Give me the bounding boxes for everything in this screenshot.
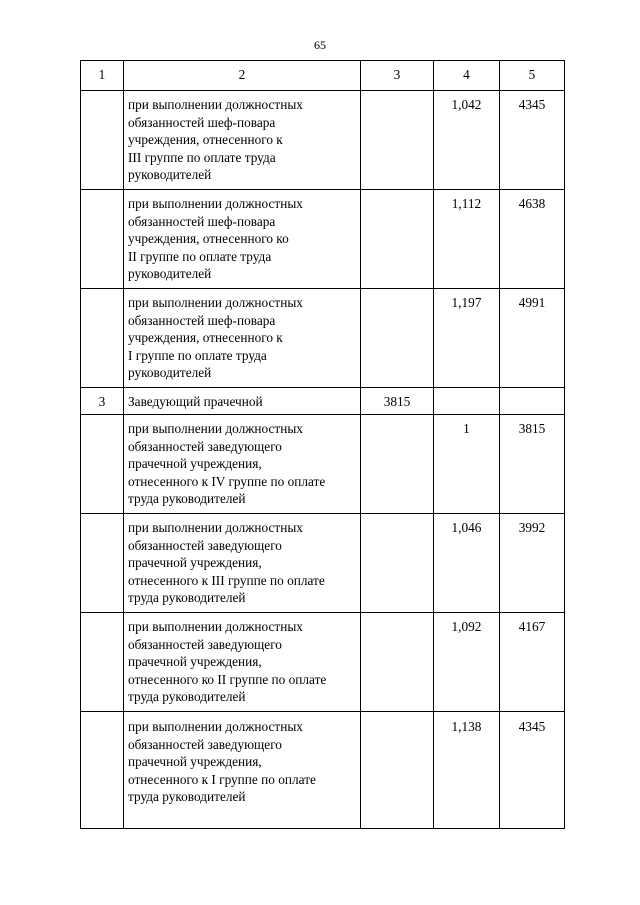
- base-rate: [361, 613, 434, 712]
- position-description: при выполнении должностных обязанностей заведующего прачечной учреждения, отнесенного ко II группе по оплате труда руководителей: [124, 613, 361, 712]
- header-col-5: 5: [500, 61, 565, 91]
- table-row: [81, 712, 565, 829]
- row-number: 3: [81, 388, 124, 415]
- table-row: [81, 613, 565, 712]
- row-number: [81, 190, 124, 289]
- coefficient: 1,138: [434, 712, 500, 829]
- salary-amount: 3815: [500, 415, 565, 514]
- coefficient: 1,042: [434, 91, 500, 190]
- base-rate: 3815: [361, 388, 434, 415]
- header-col-1: 1: [81, 61, 124, 91]
- coefficient: 1,112: [434, 190, 500, 289]
- base-rate: [361, 289, 434, 388]
- salary-amount: 4991: [500, 289, 565, 388]
- row-number: [81, 613, 124, 712]
- position-description: при выполнении должностных обязанностей заведующего прачечной учреждения, отнесенного к III группе по оплате труда руководителей: [124, 514, 361, 613]
- base-rate: [361, 190, 434, 289]
- row-number: [81, 712, 124, 829]
- row-number: [81, 415, 124, 514]
- base-rate: [361, 91, 434, 190]
- coefficient: 1: [434, 415, 500, 514]
- coefficient: 1,197: [434, 289, 500, 388]
- salary-amount: 4638: [500, 190, 565, 289]
- base-rate: [361, 712, 434, 829]
- position-description: при выполнении должностных обязанностей шеф-повара учреждения, отнесенного ко II группе по оплате труда руководителей: [124, 190, 361, 289]
- coefficient: 1,092: [434, 613, 500, 712]
- table-row: [81, 91, 565, 190]
- table-row: [81, 190, 565, 289]
- position-description: при выполнении должностных обязанностей шеф-повара учреждения, отнесенного к I группе по оплате труда руководителей: [124, 289, 361, 388]
- row-number: [81, 289, 124, 388]
- salary-table: [80, 60, 565, 829]
- salary-amount: 3992: [500, 514, 565, 613]
- table-row: [81, 289, 565, 388]
- header-col-4: 4: [434, 61, 500, 91]
- row-number: [81, 91, 124, 190]
- base-rate: [361, 415, 434, 514]
- row-number: [81, 514, 124, 613]
- position-description: при выполнении должностных обязанностей заведующего прачечной учреждения, отнесенного к I группе по оплате труда руководителей: [124, 712, 361, 829]
- page-number: 65: [314, 38, 326, 52]
- position-description: при выполнении должностных обязанностей заведующего прачечной учреждения, отнесенного к IV группе по оплате труда руководителей: [124, 415, 361, 514]
- salary-amount: 4345: [500, 91, 565, 190]
- header-col-2: 2: [124, 61, 361, 91]
- table-row: [81, 415, 565, 514]
- position-description: при выполнении должностных обязанностей шеф-повара учреждения, отнесенного к III группе по оплате труда руководителей: [124, 91, 361, 190]
- header-col-3: 3: [361, 61, 434, 91]
- salary-amount: [500, 388, 565, 415]
- salary-amount: 4167: [500, 613, 565, 712]
- coefficient: 1,046: [434, 514, 500, 613]
- table-row: [81, 388, 565, 415]
- base-rate: [361, 514, 434, 613]
- coefficient: [434, 388, 500, 415]
- table-row: [81, 514, 565, 613]
- salary-amount: 4345: [500, 712, 565, 829]
- table-header-row: [81, 61, 565, 91]
- position-description: Заведующий прачечной: [124, 388, 361, 415]
